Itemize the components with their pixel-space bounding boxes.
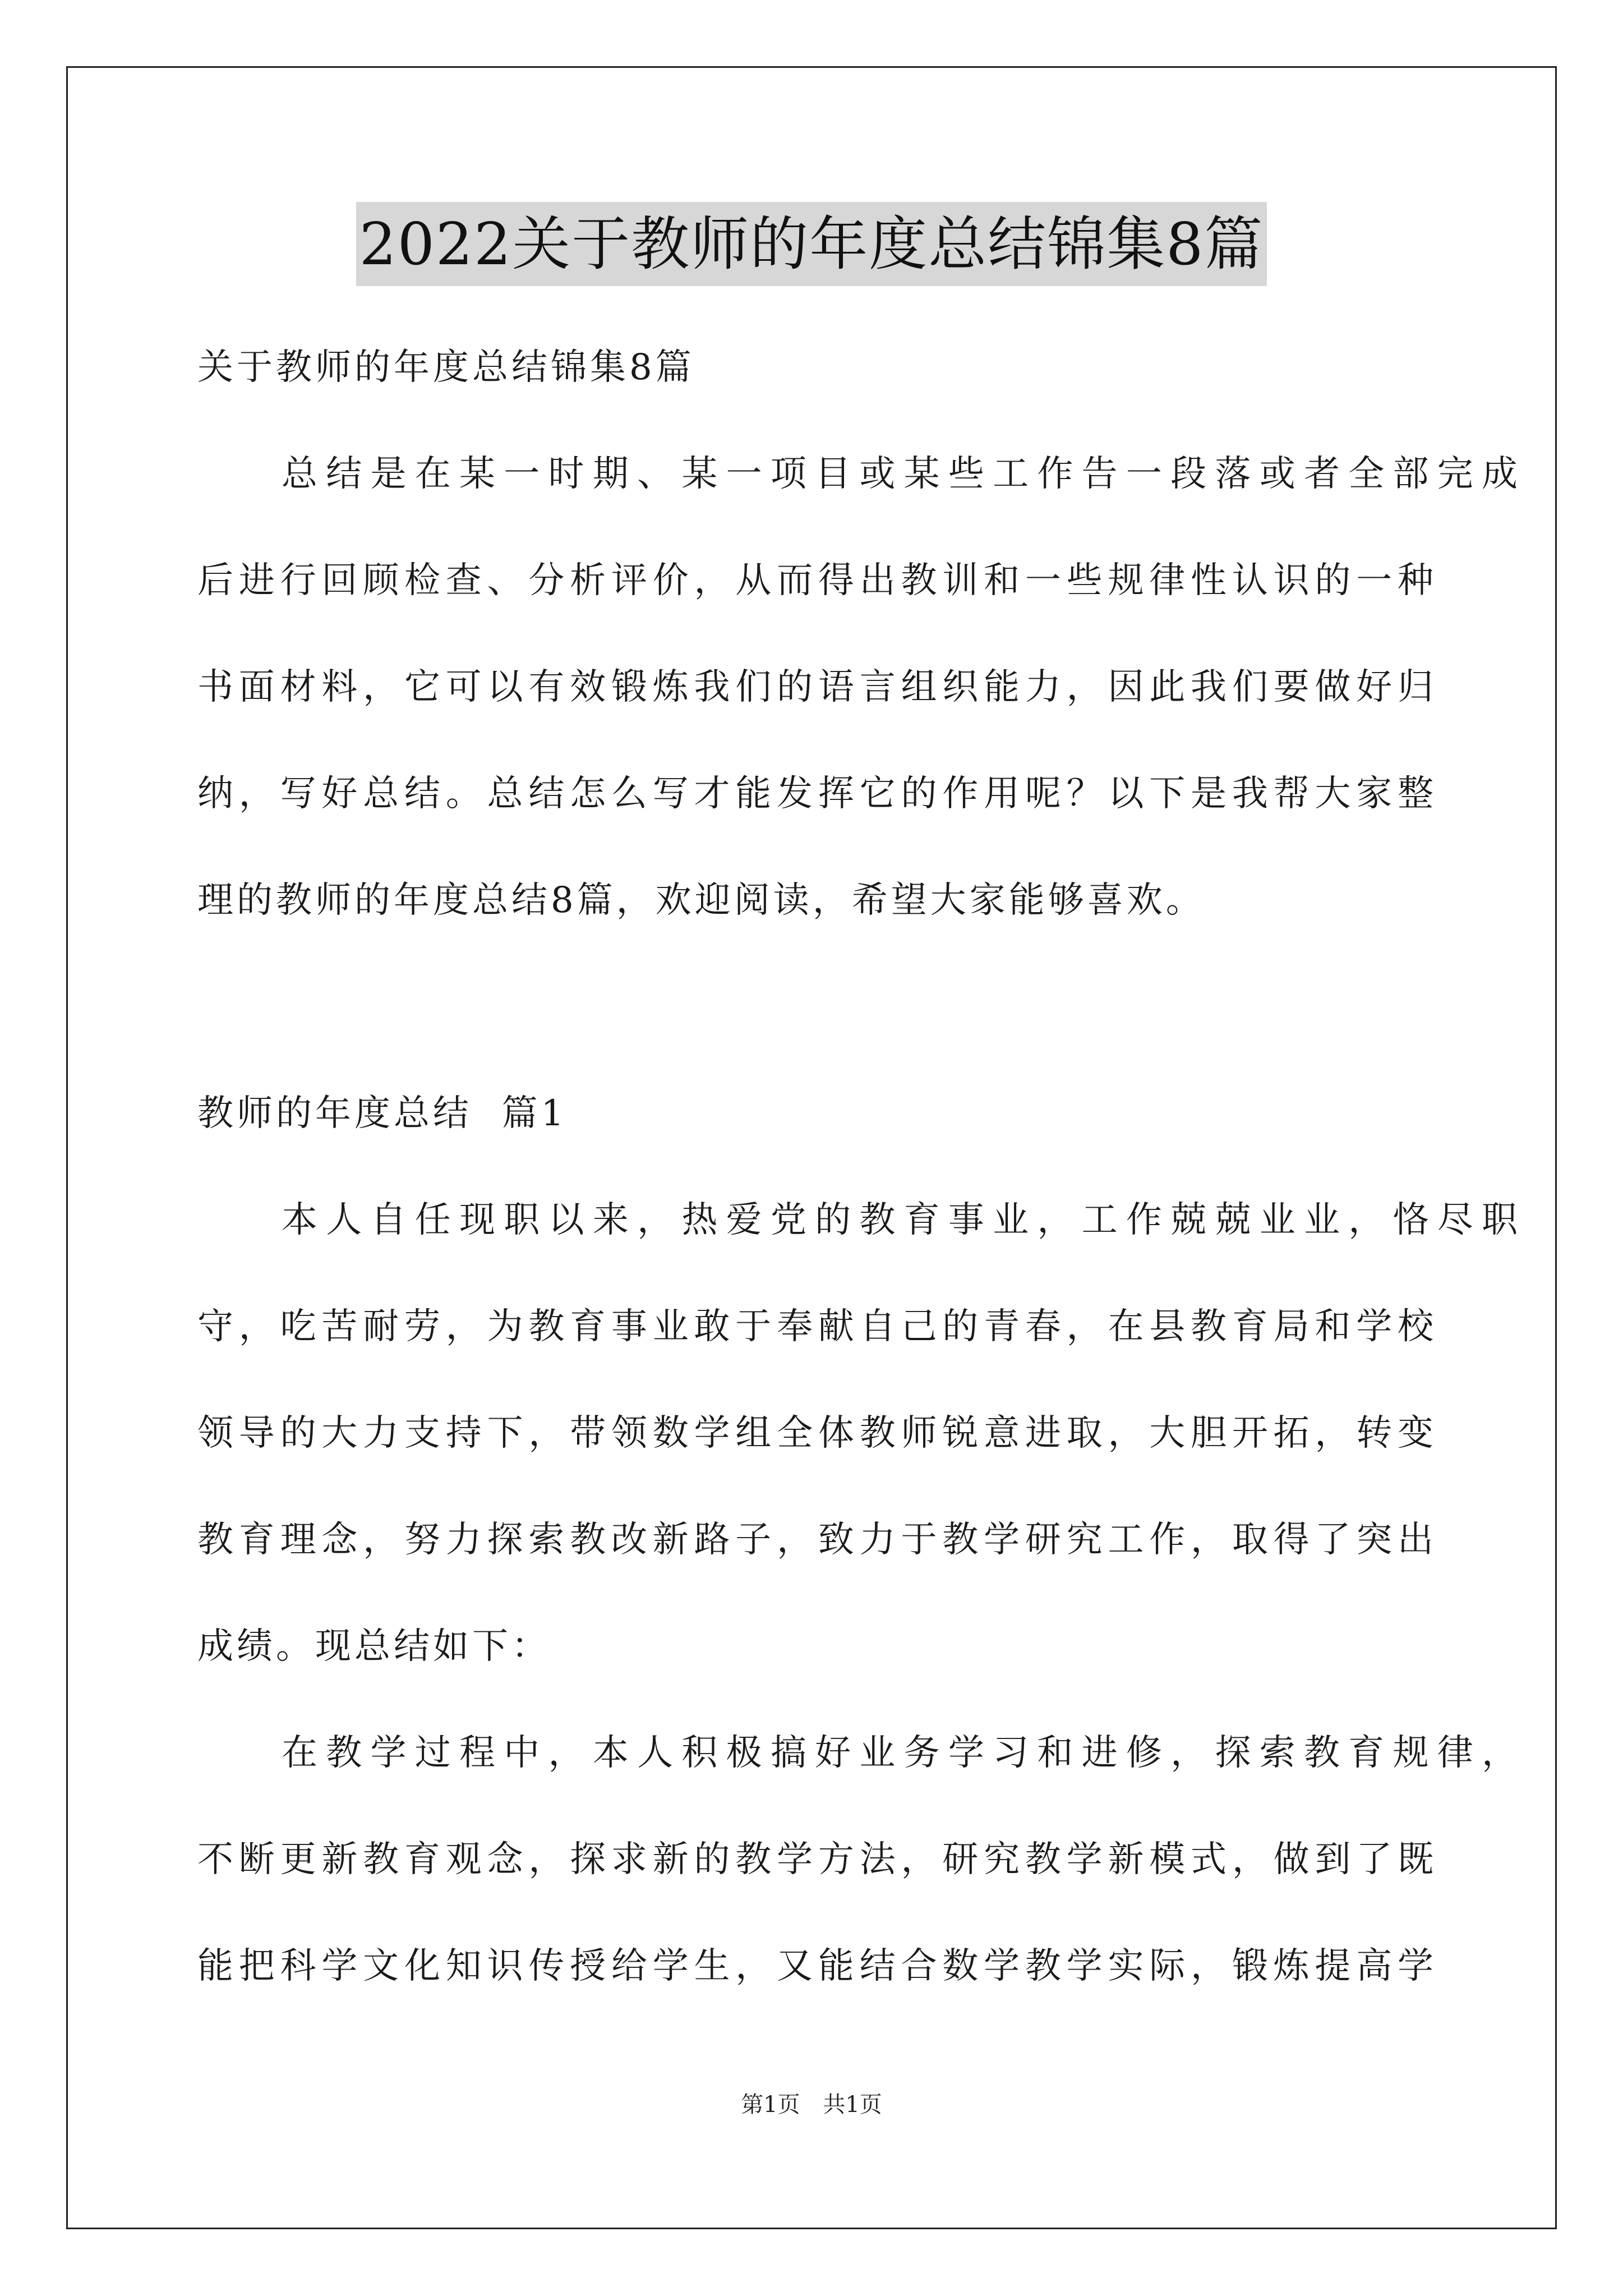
paragraph-line: 领导的大力支持下，带领数学组全体教师锐意进取，大胆开拓，转变 xyxy=(197,1412,1437,1454)
page-footer xyxy=(0,2088,1623,2122)
title-container xyxy=(0,202,1623,286)
page-total: 共1页 xyxy=(823,2092,882,2118)
document-body xyxy=(197,314,1521,2019)
document-title: 2022关于教师的年度总结锦集8篇 xyxy=(356,202,1267,286)
paragraph-line: 在教学过程中，本人积极搞好业务学习和进修，探索教育规律， xyxy=(282,1732,1521,1774)
paragraph-line: 能把科学文化知识传授给学生，又能结合数学教学实际，锻炼提高学 xyxy=(197,1945,1437,1987)
intro-line: 纳，写好总结。总结怎么写才能发挥它的作用呢？以下是我帮大家整 xyxy=(197,773,1437,815)
paragraph-line: 成绩。现总结如下： xyxy=(197,1626,551,1667)
intro-line: 理的教师的年度总结8篇，欢迎阅读，希望大家能够喜欢。 xyxy=(197,880,1205,921)
intro-line: 总结是在某一时期、某一项目或某些工作告一段落或者全部完成 xyxy=(282,453,1521,495)
page-number: 第1页 xyxy=(741,2092,800,2118)
intro-line: 书面材料，它可以有效锻炼我们的语言组织能力，因此我们要做好归 xyxy=(197,666,1437,708)
intro-line: 后进行回顾检查、分析评价，从而得出教训和一些规律性认识的一种 xyxy=(197,560,1437,601)
paragraph-line: 不断更新教育观念，探求新的教学方法，研究教学新模式，做到了既 xyxy=(197,1839,1437,1880)
document-subtitle: 关于教师的年度总结锦集8篇 xyxy=(197,347,695,388)
paragraph-line: 本人自任现职以来，热爱党的教育事业，工作兢兢业业，恪尽职 xyxy=(282,1199,1521,1241)
section-heading: 教师的年度总结 篇1 xyxy=(197,1093,568,1134)
paragraph-line: 教育理念，努力探索教改新路子，致力于教学研究工作，取得了突出 xyxy=(197,1519,1437,1561)
paragraph-line: 守，吃苦耐劳，为教育事业敢于奉献自己的青春，在县教育局和学校 xyxy=(197,1306,1437,1347)
